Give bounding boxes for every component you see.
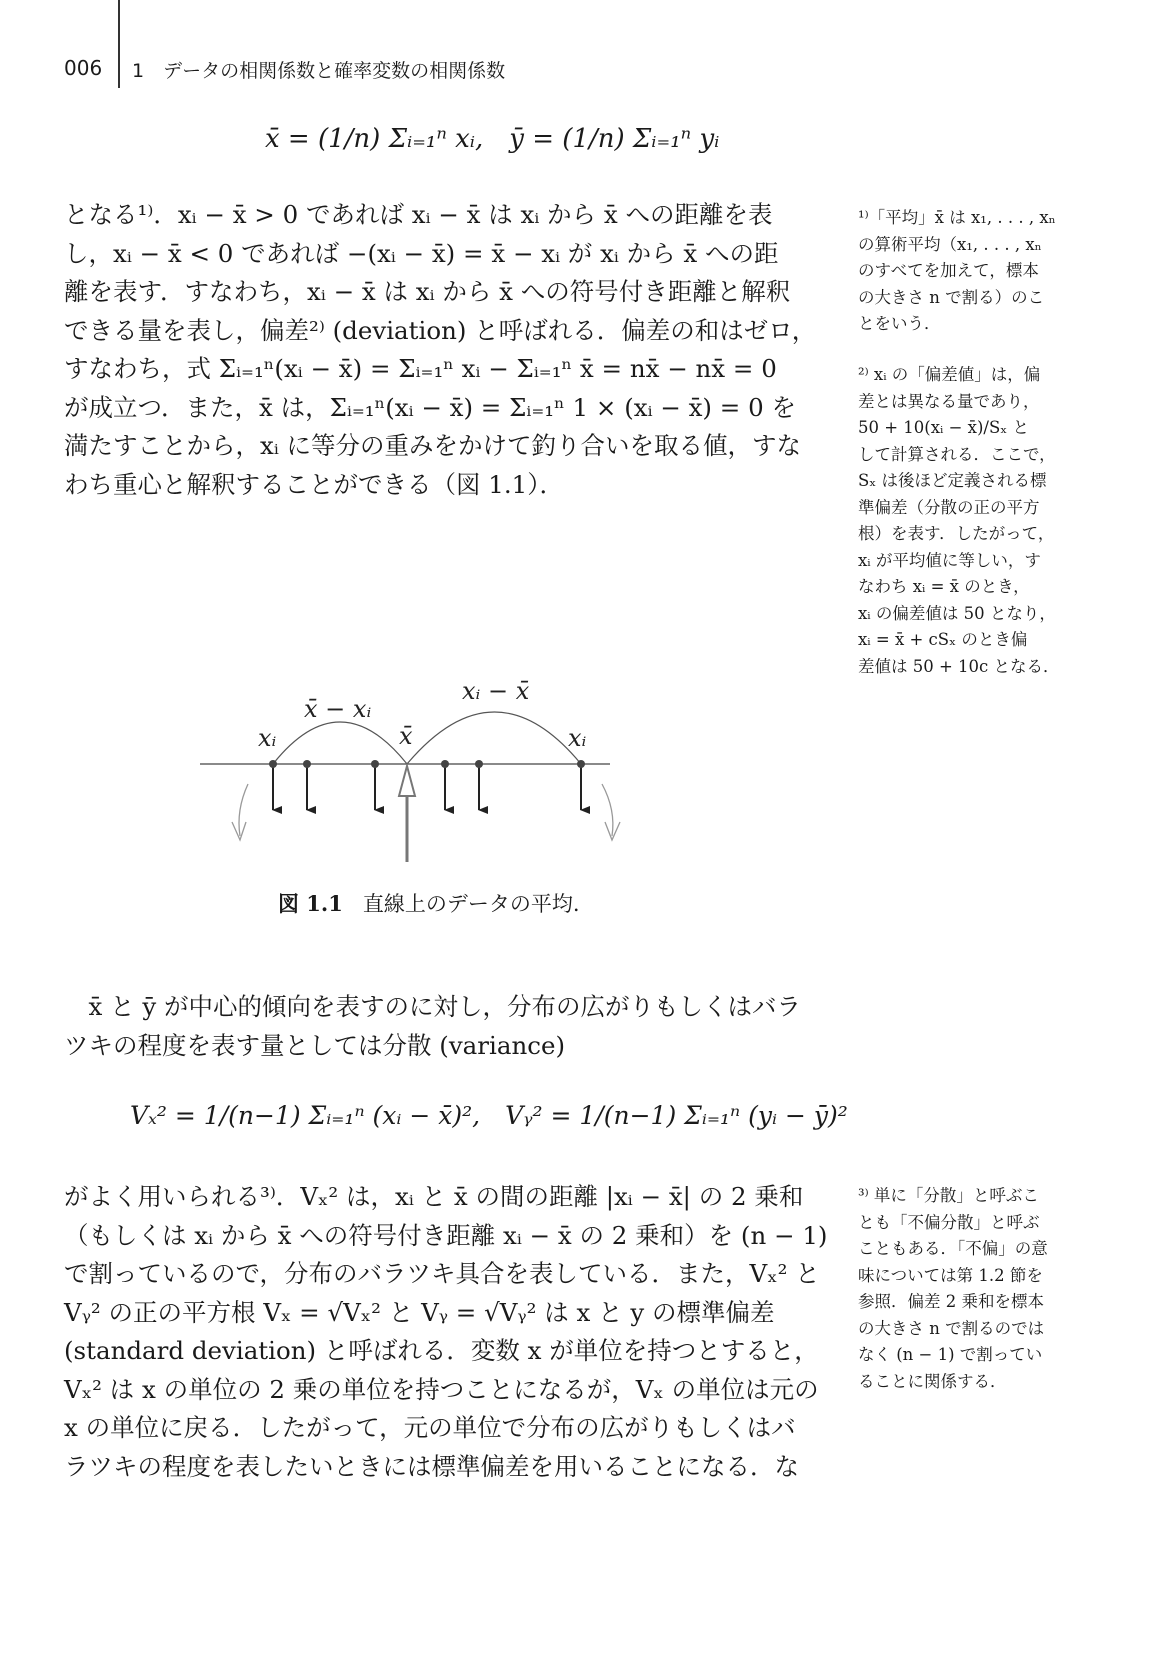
text-line: Vₓ² は x の単位の 2 乗の単位を持つことになるが，Vₓ の単位は元の: [64, 1374, 819, 1404]
paragraph-standard-deviation: [64, 1178, 840, 1486]
footnote-line: ³⁾ 単に「分散」と呼ぶこ: [858, 1186, 1039, 1205]
label-left-arc: x̄ − xᵢ: [304, 695, 372, 723]
figure-caption-text: 直線上のデータの平均.: [362, 892, 580, 916]
label-right-point: xᵢ: [568, 724, 587, 752]
footnote-line: の算術平均（x₁, . . . , xₙ: [858, 234, 1042, 254]
footnote-line: xᵢ = x̄ + cSₓ のとき偏: [858, 630, 1028, 649]
text-line: できる量を表し，偏差²⁾ (deviation) と呼ばれる．偏差の和はゼロ，: [64, 315, 817, 345]
text-line: Vᵧ² の正の平方根 Vₓ = √Vₓ² と Vᵧ = √Vᵧ² は x と y の標準偏差: [64, 1297, 775, 1327]
text-line: となる¹⁾．xᵢ − x̄ > 0 であれば xᵢ − x̄ は xᵢ から x̄ への距離を表: [64, 200, 773, 229]
left-arc: [273, 722, 407, 764]
text-line: ラツキの程度を表したいときには標準偏差を用いることになる．な: [64, 1451, 799, 1481]
footnote-line: して計算される．ここで，: [858, 444, 1056, 464]
footnote-line: xᵢ が平均値に等しい，す: [858, 550, 1041, 570]
balance-arrow: [399, 766, 415, 862]
footnote-line: のすべてを加えて，標本: [858, 261, 1039, 280]
variance-equation: Vₓ² = 1/(n−1) Σᵢ₌₁ⁿ (xᵢ − x̄)², Vᵧ² = 1/(n−1) Σᵢ₌₁ⁿ (yᵢ − ȳ)²: [130, 1101, 848, 1130]
text-line: （もしくは xᵢ から x̄ への符号付き距離 xᵢ − x̄ の 2 乗和）を (n − 1): [64, 1220, 828, 1250]
footnote-line: 50 + 10(xᵢ − x̄)/Sₓ と: [858, 418, 1030, 437]
footnote-line: ²⁾ xᵢ の「偏差値」は，偏: [858, 365, 1041, 384]
text-line: x̄ と ȳ が中心的傾向を表すのに対し，分布の広がりもしくはバラ: [64, 992, 802, 1021]
footnote-3: [858, 1183, 1130, 1395]
footnote-line: の大きさ n で割る）のこ: [858, 287, 1045, 307]
text-line: わち重心と解釈することができる（図 1.1）．: [64, 469, 564, 499]
footnote-line: とも「不偏分散」と呼ぶ: [858, 1212, 1040, 1232]
text-line: 満たすことから，xᵢ に等分の重みをかけて釣り合いを取る値，すな: [64, 431, 802, 460]
label-mean: x̄: [399, 722, 413, 750]
footnote-line: ¹⁾「平均」x̄ は x₁, . . . , xₙ: [858, 208, 1056, 227]
text-line: 離を表す．すなわち，xᵢ − x̄ は xᵢ から x̄ への符号付き距離と解釈: [64, 277, 791, 306]
footnote-line: の大きさ n で割るのでは: [858, 1318, 1045, 1338]
paragraph-variance-intro: [64, 988, 840, 1065]
text-line: が成立つ．また，x̄ は，Σᵢ₌₁ⁿ(xᵢ − x̄) = Σᵢ₌₁ⁿ 1 × (xᵢ − x̄) = 0 を: [64, 392, 796, 422]
text-line: (standard deviation) と呼ばれる．変数 x が単位を持つとすると，: [64, 1336, 819, 1365]
chapter-title: 1 データの相関係数と確率変数の相関係数: [132, 60, 506, 82]
paragraph-deviation: [64, 196, 840, 504]
weight-arrows: [273, 764, 581, 810]
mean-equation: x̄ = (1/n) Σᵢ₌₁ⁿ xᵢ, ȳ = (1/n) Σᵢ₌₁ⁿ yᵢ: [265, 124, 720, 154]
footnote-line: こともある．「不偏」の意: [858, 1239, 1048, 1258]
figure-number: 図 1.1: [278, 891, 343, 916]
footnote-line: ることに関係する．: [858, 1371, 1007, 1391]
figure-caption: [278, 888, 580, 918]
footnote-line: xᵢ の偏差値は 50 となり，: [858, 603, 1056, 623]
footnote-line: 根）を表す．したがって，: [858, 524, 1055, 543]
text-line: すなわち，式 Σᵢ₌₁ⁿ(xᵢ − x̄) = Σᵢ₌₁ⁿ xᵢ − Σᵢ₌₁ⁿ x̄ = nx̄ − nx̄ = 0: [64, 354, 777, 383]
text-line: で割っているので，分布のバラツキ具合を表している．また，Vₓ² と: [64, 1259, 820, 1288]
text-line: し，xᵢ − x̄ < 0 であれば −(xᵢ − x̄) = x̄ − xᵢ が xᵢ から x̄ への距: [64, 238, 779, 268]
footnote-line: 差とは異なる量であり，: [858, 391, 1040, 411]
footnote-line: なわち xᵢ = x̄ のとき，: [858, 577, 1030, 596]
text-line: x の単位に戻る．したがって，元の単位で分布の広がりもしくはバ: [64, 1413, 796, 1442]
text-line: がよく用いられる³⁾．Vₓ² は，xᵢ と x̄ の間の距離 |xᵢ − x̄| の 2 乗和: [64, 1182, 804, 1211]
header-rule: [118, 0, 120, 88]
footnote-1: [858, 205, 1130, 338]
page-number: 006: [64, 56, 103, 80]
footnote-line: 準偏差（分散の正の平方: [858, 497, 1040, 517]
footnote-line: Sₓ は後ほど定義される標: [858, 471, 1047, 490]
text-line: ツキの程度を表す量としては分散 (variance): [64, 1030, 566, 1060]
footnote-line: とをいう．: [858, 314, 941, 333]
label-left-point: xᵢ: [258, 724, 277, 752]
right-arc: [407, 712, 581, 764]
footnote-line: 参照．偏差 2 乗和を標本: [858, 1292, 1044, 1311]
footnote-line: なく (n − 1) で割ってい: [858, 1345, 1043, 1364]
footnote-line: 差値は 50 + 10c となる．: [858, 656, 1060, 676]
footnote-2: [858, 362, 1130, 680]
footnote-line: 味については第 1.2 節を: [858, 1265, 1043, 1285]
label-right-arc: xᵢ − x̄: [462, 677, 530, 705]
